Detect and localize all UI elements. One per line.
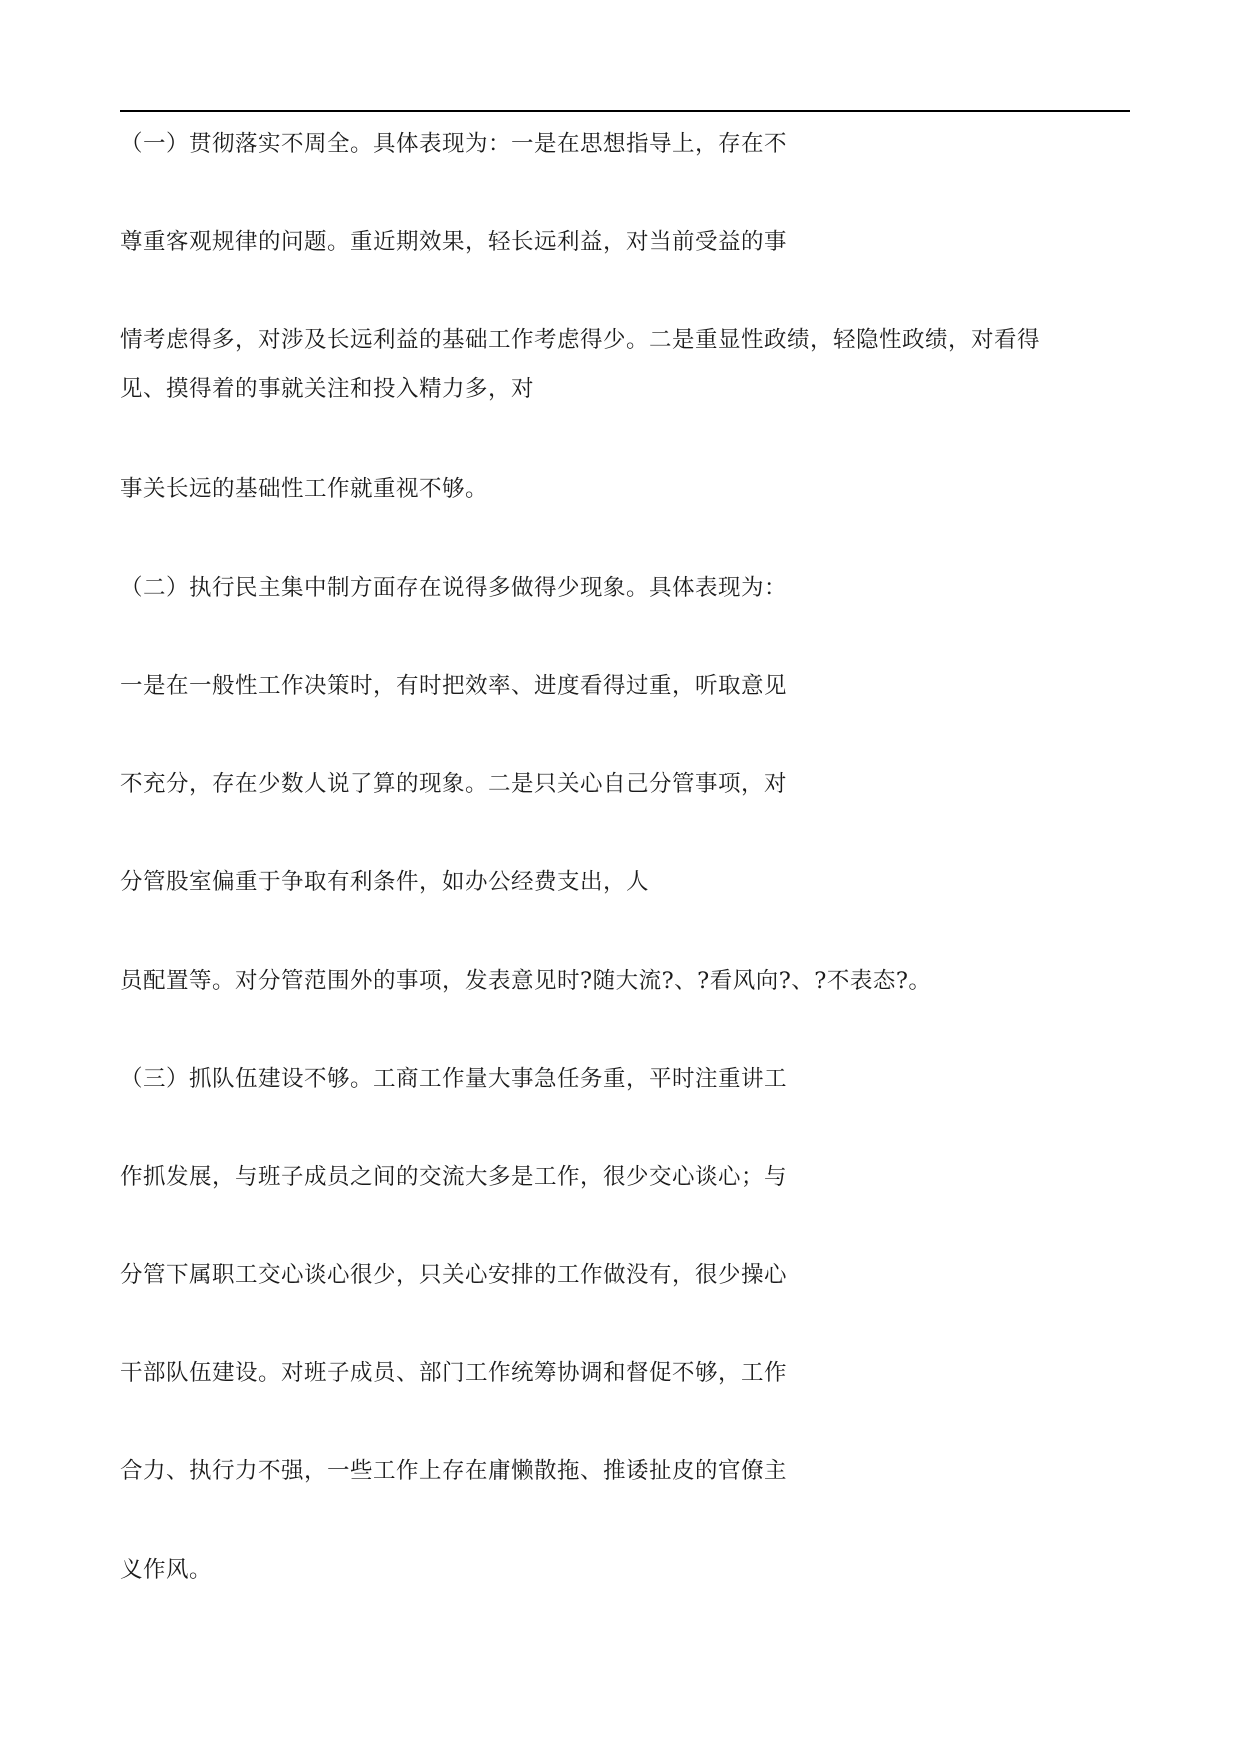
text-line: 义作风。 bbox=[120, 1557, 213, 1583]
text-line: 合力、执行力不强，一些工作上存在庸懒散拖、推诿扯皮的官僚主 bbox=[120, 1458, 788, 1484]
text-line: （一）贯彻落实不周全。具体表现为：一是在思想指导上，存在不 bbox=[120, 131, 788, 157]
text-line: 见、摸得着的事就关注和投入精力多，对 bbox=[120, 376, 535, 402]
text-line: （二）执行民主集中制方面存在说得多做得少现象。具体表现为： bbox=[120, 575, 788, 601]
text-line: 员配置等。对分管范围外的事项，发表意见时?随大流?、?看风向?、?不表态?。 bbox=[120, 968, 932, 994]
text-line: 干部队伍建设。对班子成员、部门工作统筹协调和督促不够，工作 bbox=[120, 1360, 788, 1386]
text-line: 分管下属职工交心谈心很少，只关心安排的工作做没有，很少操心 bbox=[120, 1262, 788, 1288]
text-line: 分管股室偏重于争取有利条件，如办公经费支出，人 bbox=[120, 869, 650, 895]
text-line: 情考虑得多，对涉及长远利益的基础工作考虑得少。二是重显性政绩，轻隐性政绩，对看得 bbox=[120, 327, 1041, 353]
text-line: 尊重客观规律的问题。重近期效果，轻长远利益，对当前受益的事 bbox=[120, 229, 788, 255]
text-line: 事关长远的基础性工作就重视不够。 bbox=[120, 476, 489, 502]
text-line: 作抓发展，与班子成员之间的交流大多是工作，很少交心谈心；与 bbox=[120, 1164, 788, 1190]
text-line: （三）抓队伍建设不够。工商工作量大事急任务重，平时注重讲工 bbox=[120, 1066, 788, 1092]
header-rule bbox=[120, 110, 1130, 112]
text-line: 不充分，存在少数人说了算的现象。二是只关心自己分管事项，对 bbox=[120, 771, 788, 797]
text-line: 一是在一般性工作决策时，有时把效率、进度看得过重，听取意见 bbox=[120, 673, 788, 699]
